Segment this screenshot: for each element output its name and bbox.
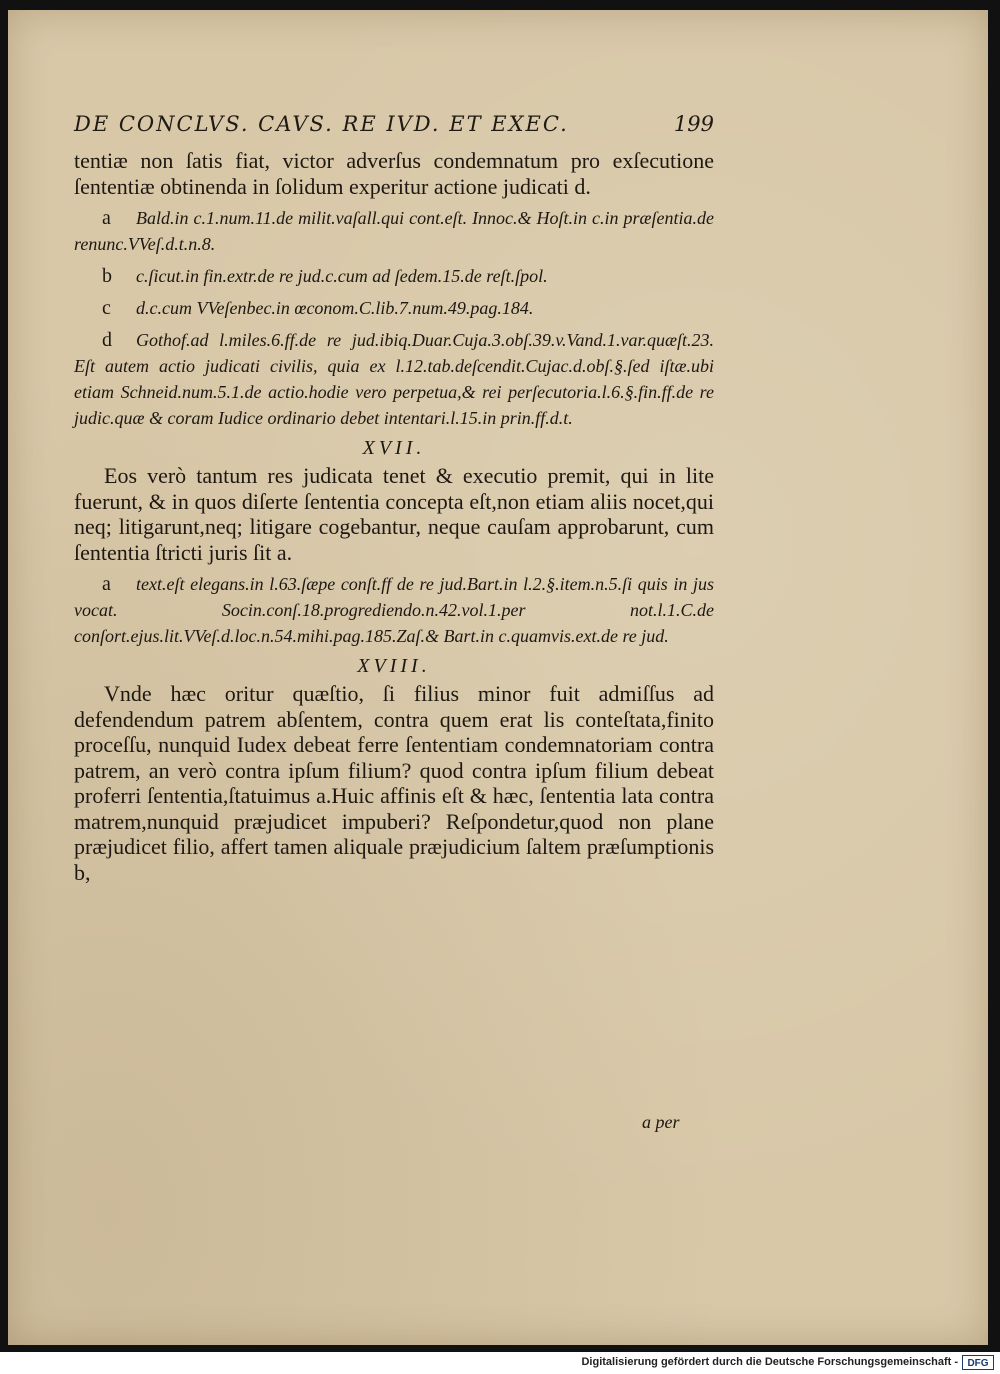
footnote-letter: d (102, 329, 112, 351)
footnote-text: text.eſt elegans.in l.63.ſæpe conſt.ff de re jud.Bart.in l.2.§.item.n.5.ſi quis in jus vocat. Socin.conſ.18.progrediendo.n.42.vol.1.per not.l.1.C.de conſort.ejus.lit.VVeſ.d.loc.n.54.mihi.pag.185.Zaſ.& Bart.in c.quamvis.ext.de re jud. (74, 574, 714, 646)
digitization-footer (0, 1352, 1000, 1374)
dfg-logo-icon: DFG (962, 1355, 994, 1370)
section-heading-18: XVIII. (357, 655, 431, 677)
footnote-letter: a (102, 573, 111, 595)
section-heading-17: XVII. (362, 437, 426, 459)
footnotes-block-1 (74, 205, 714, 431)
page-body (74, 148, 714, 885)
paragraph-continuation: tentiæ non ſatis fiat, victor adverſus condemnatum pro exſecutione ſententiæ obtinenda in ſolidum experitur actione judicati d. (74, 148, 714, 199)
footnote-text: Bald.in c.1.num.11.de milit.vaſall.qui cont.eſt. Innoc.& Hoſt.in c.in præſentia.de renunc.VVeſ.d.t.n.8. (74, 208, 714, 254)
paragraph-17: Eos verò tantum res judicata tenet & executio premit, qui in lite fuerunt, & in quos diſerte ſententia concepta eſt,non etiam aliis nocet,qui neq; litigarunt,neq; litigare cogebantur, neque cauſam approbarunt, cum ſententia ſtricti juris ſit a. (74, 463, 714, 565)
catchword: a per (642, 1112, 680, 1132)
running-header (74, 112, 714, 136)
footnote (74, 263, 714, 289)
footnote-letter: a (102, 207, 111, 229)
footnote (74, 205, 714, 257)
footnote-letter: c (102, 297, 111, 319)
footnote-text: d.c.cum VVeſenbec.in œconom.C.lib.7.num.49.pag.184. (136, 298, 534, 318)
footnote (74, 571, 714, 649)
funding-notice: Digitalisierung gefördert durch die Deutsche Forschungsgemeinschaft - (581, 1356, 958, 1368)
footnote-text: c.ſicut.in fin.extr.de re jud.c.cum ad ſedem.15.de reſt.ſpol. (136, 266, 548, 286)
paragraph-18: Vnde hæc oritur quæſtio, ſi filius minor fuit admiſſus ad defendendum patrem abſentem, contra quem erat lis conteſtata,finito proceſſu, nunquid Iudex debeat ferre ſententiam condemnatoriam contra patrem, an verò contra ipſum filium? quod contra ipſum filium debeat proferri ſententia,ſtatuimus a.Huic affinis eſt & hæc, ſententia lata contra matrem,nunquid præjudicet impuberi? Reſpondetur,quod non plane præjudicet filio, affert tamen aliquale præjudicium ſaltem præſumptionis b, (74, 681, 714, 885)
footnote-letter: b (102, 265, 112, 287)
page-number: 199 (673, 112, 714, 136)
footnote (74, 327, 714, 431)
footnotes-block-2 (74, 571, 714, 649)
footnote-text: Gothof.ad l.miles.6.ff.de re jud.ibiq.Duar.Cuja.3.obſ.39.v.Vand.1.var.quæſt.23. Eſt autem actio judicati civilis, quia ex l.12.tab.deſcendit.Cujac.d.obſ.§.ſed iſtæ.ubi etiam Schneid.num.5.1.de actio.hodie vero perpetua,& rei perſecutoria.l.6.§.fin.ff.de re judic.quæ & coram Iudice ordinario debet intentari.l.15.in prin.ff.d.t. (74, 330, 714, 428)
footnote (74, 295, 714, 321)
running-title: DE CONCLVS. CAVS. RE IVD. ET EXEC. (74, 112, 569, 136)
